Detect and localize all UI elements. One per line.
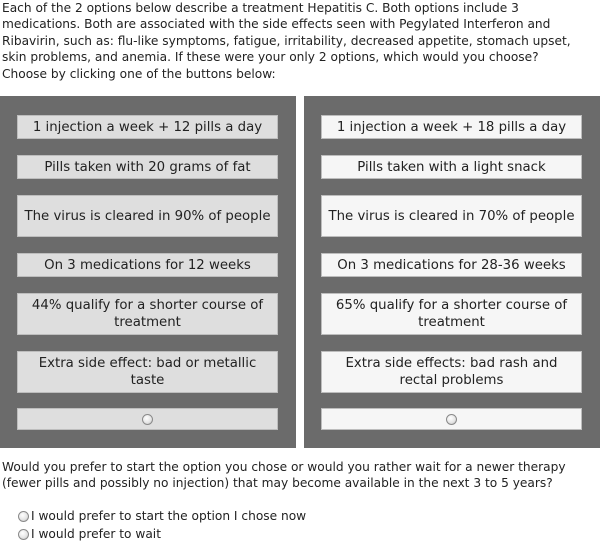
option-b-radio[interactable]	[446, 414, 457, 425]
followup-question-line: (fewer pills and possibly no injection) that may become available in the next 3 to 5 years?	[2, 476, 553, 491]
start-now-radio[interactable]	[18, 511, 29, 522]
option-a-radio[interactable]	[142, 414, 153, 425]
option-a-duration: On 3 medications for 12 weeks	[17, 253, 278, 277]
wait-option[interactable]	[18, 527, 161, 541]
followup-question-line: Would you prefer to start the option you chose or would you rather wait for a newer therapy	[2, 460, 566, 474]
instructions-line: skin problems, and anemia. If these were your only 2 options, which would you choose?	[2, 50, 539, 65]
option-b-panel	[304, 96, 600, 448]
option-a-choose-button[interactable]	[17, 408, 278, 430]
wait-label: I would prefer to wait	[31, 527, 161, 541]
start-now-option[interactable]	[18, 509, 306, 523]
option-b-choose-button[interactable]	[321, 408, 582, 430]
instructions-line: Each of the 2 options below describe a treatment Hepatitis C. Both options include 3	[2, 1, 519, 15]
option-b-shorter-course: 65% qualify for a shorter course of treatment	[321, 293, 582, 335]
instructions	[2, 0, 598, 82]
option-b-food: Pills taken with a light snack	[321, 155, 582, 179]
option-a-side-effect: Extra side effect: bad or metallic taste	[17, 351, 278, 393]
option-a-shorter-course: 44% qualify for a shorter course of treatment	[17, 293, 278, 335]
instructions-line: medications. Both are associated with the side effects seen with Pegylated Interferon and	[2, 17, 551, 32]
option-a-panel	[0, 96, 296, 448]
option-b-dosing: 1 injection a week + 18 pills a day	[321, 115, 582, 139]
option-a-dosing: 1 injection a week + 12 pills a day	[17, 115, 278, 139]
option-a-cure-rate: The virus is cleared in 90% of people	[17, 195, 278, 237]
option-b-duration: On 3 medications for 28-36 weeks	[321, 253, 582, 277]
followup-question	[2, 459, 598, 492]
option-b-side-effect: Extra side effects: bad rash and rectal problems	[321, 351, 582, 393]
wait-radio[interactable]	[18, 529, 29, 540]
option-a-food: Pills taken with 20 grams of fat	[17, 155, 278, 179]
option-b-cure-rate: The virus is cleared in 70% of people	[321, 195, 582, 237]
start-now-label: I would prefer to start the option I chose now	[31, 509, 307, 523]
instructions-line: Choose by clicking one of the buttons below:	[2, 66, 276, 81]
instructions-line: Ribavirin, such as: flu-like symptoms, fatigue, irritability, decreased appetite, stomach upset,	[2, 33, 571, 48]
